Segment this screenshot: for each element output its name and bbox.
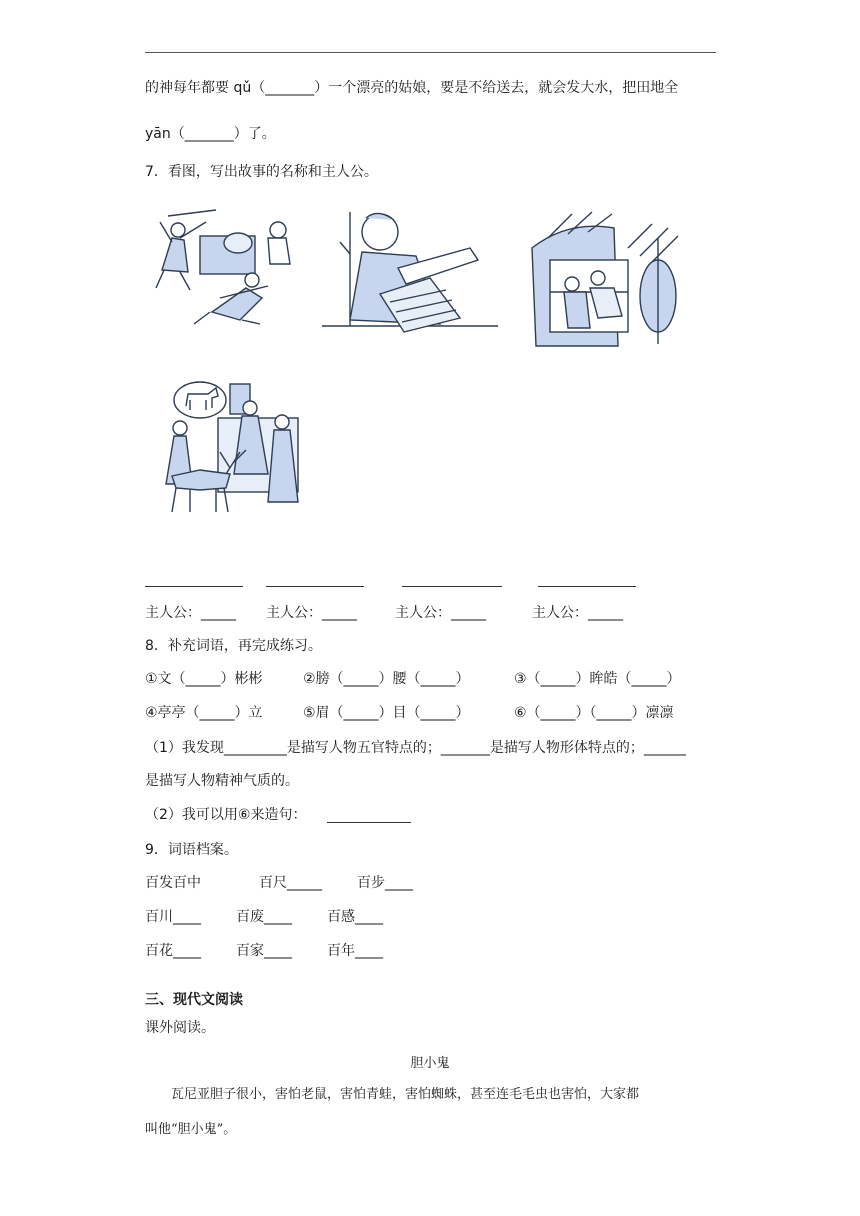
- q8-item-2: ②膀（_____）腰（_____）: [303, 671, 470, 687]
- q8-item-1: ①文（_____）彬彬: [145, 671, 263, 687]
- q9-word: 百花____: [145, 943, 201, 959]
- q8-sub2-answer-line[interactable]: [327, 822, 411, 823]
- q8-item-5: ⑤眉（_____）目（_____）: [303, 705, 470, 721]
- protagonist-label-1: 主人公：_____: [145, 605, 236, 621]
- q8-sub1-line-1: （1）我发现_________是描写人物五官特点的；_______是描写人物形体特点的；______: [145, 740, 686, 756]
- top-rule: [145, 52, 716, 53]
- answer-line-4[interactable]: [538, 586, 636, 587]
- q8-item-3: ③（_____）眸皓（_____）: [514, 671, 681, 687]
- q9-word: 百年____: [327, 943, 383, 959]
- q8-item-4: ④亭亭（_____）立: [145, 705, 263, 721]
- q6-line-1: 的神每年都要 qǔ（_______）一个漂亮的姑娘，要是不给送去，就会发大水，把田地全: [145, 80, 679, 96]
- q6-line-2: yān（_______）了。: [145, 126, 276, 142]
- section-instruction: 课外阅读。: [145, 1020, 215, 1036]
- q7-prompt: 7．看图，写出故事的名称和主人公。: [145, 164, 378, 180]
- q8-sub1-line-2: 是描写人物精神气质的。: [145, 773, 299, 789]
- protagonist-label-4: 主人公：_____: [532, 605, 623, 621]
- story-title: 胆小鬼: [410, 1056, 450, 1071]
- q8-item-6: ⑥（_____）（_____）凛凛: [514, 705, 674, 721]
- answer-line-1[interactable]: [145, 586, 243, 587]
- q9-word: 百家____: [236, 943, 292, 959]
- q9-word: 百尺_____: [259, 875, 322, 891]
- illustration-boy-reading-scroll: [320, 208, 500, 338]
- answer-line-2[interactable]: [266, 586, 364, 587]
- q9-word: 百发百中: [145, 875, 201, 891]
- story-paragraph-line-1: 瓦尼亚胆子很小，害怕老鼠，害怕青蛙，害怕蜘蛛，甚至连毛毛虫也害怕，大家都: [171, 1087, 640, 1102]
- illustration-deer-horse: [160, 378, 310, 518]
- q9-word: 百川____: [145, 909, 201, 925]
- story-paragraph-line-2: 叫他“胆小鬼”。: [145, 1122, 237, 1137]
- q9-word: 百步____: [357, 875, 413, 891]
- q9-prompt: 9．词语档案。: [145, 842, 238, 858]
- q9-word: 百废____: [236, 909, 292, 925]
- section-heading: 三、现代文阅读: [145, 992, 243, 1008]
- q8-prompt: 8．补充词语，再完成练习。: [145, 638, 322, 654]
- answer-line-3[interactable]: [402, 586, 502, 587]
- protagonist-label-2: 主人公：_____: [266, 605, 357, 621]
- illustration-sword-fight: [150, 208, 300, 328]
- q9-word: 百感____: [327, 909, 383, 925]
- illustration-straw-boats-arrows: [528, 208, 688, 348]
- protagonist-label-3: 主人公：_____: [395, 605, 486, 621]
- q8-sub2: （2）我可以用⑥来造句：: [145, 807, 307, 823]
